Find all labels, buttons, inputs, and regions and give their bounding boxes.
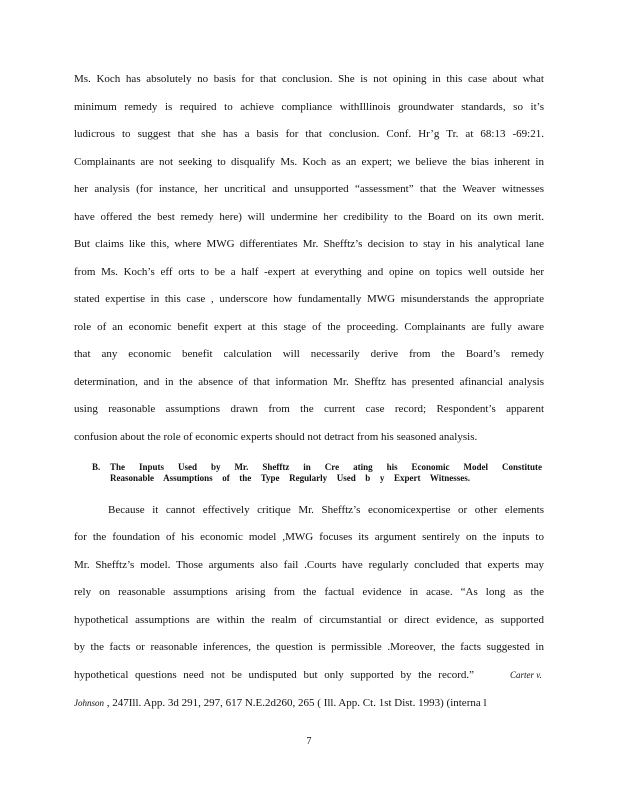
citation-text: , 247Ill. App. 3d 291, 297, 617 N.E.2d260, 265 ( Ill. App. Ct. 1st Dist. 1993) (interna l [106,697,487,709]
section-heading-line: The Inputs Used by Mr. Shefftz in Cre ating his Economic Model Constitute [110,462,542,472]
case-citation-name: Carter v. [510,670,542,680]
body-text-line: her analysis (for instance, her uncritical and unsupported “assessment” that the Weaver witnesses [74,183,544,195]
section-heading-number: B. [92,462,101,472]
case-citation-name: Johnson [74,698,104,708]
body-text-line: ludicrous to suggest that she has a basis for that conclusion. Conf. Hr’g Tr. at 68:13 -69:21. [74,128,544,140]
page-number: 7 [306,736,312,747]
body-text-line: role of an economic benefit expert at this stage of the proceeding. Complainants are fully aware [74,321,544,333]
body-text-line: Because it cannot effectively critique Mr. Shefftz’s economicexpertise or other elements [108,504,544,516]
body-text-line: by the facts or reasonable inferences, the question is permissible .Moreover, the facts suggested in [74,641,544,653]
body-text-line: hypothetical questions need not be undisputed but only supported by the record.” [74,669,474,681]
body-text-line: using reasonable assumptions drawn from the current case record; Respondent’s apparent [74,403,544,415]
body-text-line: hypothetical assumptions are within the realm of circumstantial or direct evidence, as supported [74,614,544,626]
citation-line [74,696,544,710]
body-text-line: from Ms. Koch’s eff orts to be a half -expert at everything and opine on topics well outside her [74,266,544,278]
body-text-line: have offered the best remedy here) will undermine her credibility to the Board on its own merit. [74,211,544,223]
body-text-line: Mr. Shefftz’s model. Those arguments also fail .Courts have regularly concluded that experts may [74,559,544,571]
body-text-line: minimum remedy is required to achieve compliance withIllinois groundwater standards, so it’s [74,101,544,113]
body-text-line: that any economic benefit calculation will necessarily derive from the Board’s remedy [74,348,544,360]
body-text-line: rely on reasonable assumptions arising from the factual evidence in acase. “As long as the [74,586,544,598]
body-text-line: for the foundation of his economic model ,MWG focuses its argument sentirely on the inputs to [74,531,544,543]
body-text-line: Ms. Koch has absolutely no basis for that conclusion. She is not opining in this case about what [74,73,544,85]
section-heading-line: Reasonable Assumptions of the Type Regularly Used b y Expert Witnesses. [110,473,470,483]
body-text-line: But claims like this, where MWG differentiates Mr. Shefftz’s decision to stay in his analytical lane [74,238,544,250]
body-text-line: confusion about the role of economic experts should not detract from his seasoned analysis. [74,431,478,443]
body-text-line: determination, and in the absence of that information Mr. Shefftz has presented afinancial analysis [74,376,544,388]
body-text-line: Complainants are not seeking to disqualify Ms. Koch as an expert; we believe the bias inherent in [74,156,544,168]
body-text-line: stated expertise in this case , underscore how fundamentally MWG misunderstands the appropriate [74,293,544,305]
